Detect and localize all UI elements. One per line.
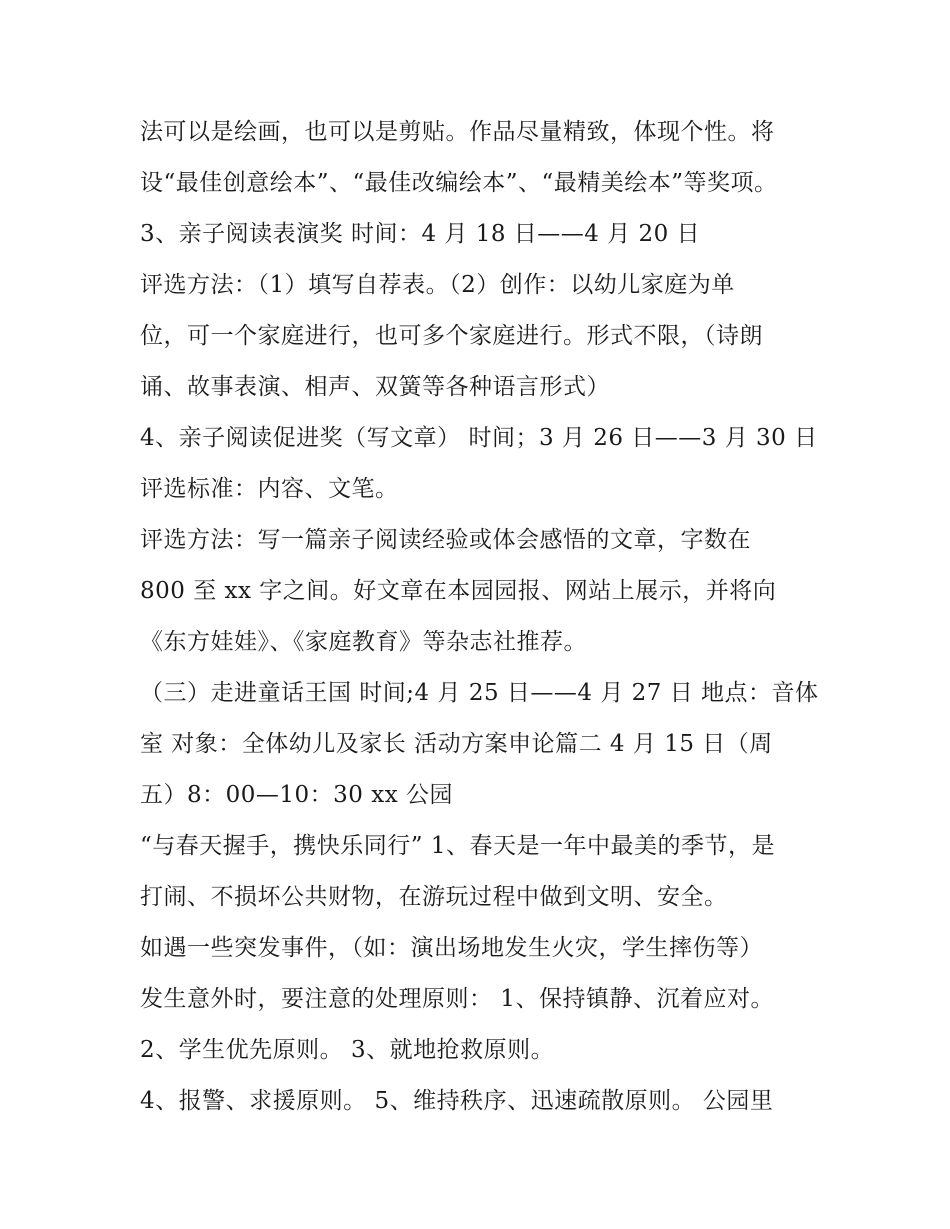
text-line-1: 法可以是绘画，也可以是剪贴。作品尽量精致，体现个性。将 [140,119,775,145]
text-line-6: 诵、故事表演、相声、双簧等各种语言形式） [140,374,610,400]
text-line-12: （三）走进童话王国 时间;4 月 25 日——4 月 27 日 地点：音体 [140,680,819,706]
text-line-18: 发生意外时，要注意的处理原则： 1、保持镇静、沉着应对。 [140,986,774,1012]
text-line-15: “与春天握手，携快乐同行” 1、春天是一年中最美的季节，是 [140,833,775,859]
text-line-5: 位，可一个家庭进行，也可多个家庭进行。形式不限，（诗朗 [140,323,763,349]
text-line-16: 打闹、不损坏公共财物，在游玩过程中做到文明、安全。 [140,884,728,910]
text-line-17: 如遇一些突发事件，（如：演出场地发生火灾，学生摔伤等） [140,935,763,961]
text-line-7: 4、亲子阅读促进奖（写文章） 时间；3 月 26 日——3 月 30 日 [140,425,818,451]
text-line-19: 2、学生优先原则。 3、就地抢救原则。 [140,1037,555,1063]
text-line-3: 3、亲子阅读表演奖 时间：4 月 18 日——4 月 20 日 [140,221,701,247]
text-line-20: 4、报警、求援原则。 5、维持秩序、迅速疏散原则。 公园里 [140,1088,774,1114]
text-line-14: 五）8：00—10：30 xx 公园 [140,782,453,808]
document-body [140,107,820,1127]
text-line-11: 《东方娃娃》、《家庭教育》等杂志社推荐。 [140,629,587,655]
text-line-8: 评选标准：内容、文笔。 [140,476,399,502]
text-line-9: 评选方法：写一篇亲子阅读经验或体会感悟的文章，字数在 [140,527,751,553]
text-line-13: 室 对象：全体幼儿及家长 活动方案申论篇二 4 月 15 日（周 [140,731,773,757]
text-line-10: 800 至 xx 字之间。好文章在本园园报、网站上展示，并将向 [140,578,777,604]
text-line-2: 设“最佳创意绘本”、“最佳改编绘本”、“最精美绘本”等奖项。 [140,170,778,196]
text-line-4: 评选方法：（1）填写自荐表。（2）创作：以幼儿家庭为单 [140,272,735,298]
